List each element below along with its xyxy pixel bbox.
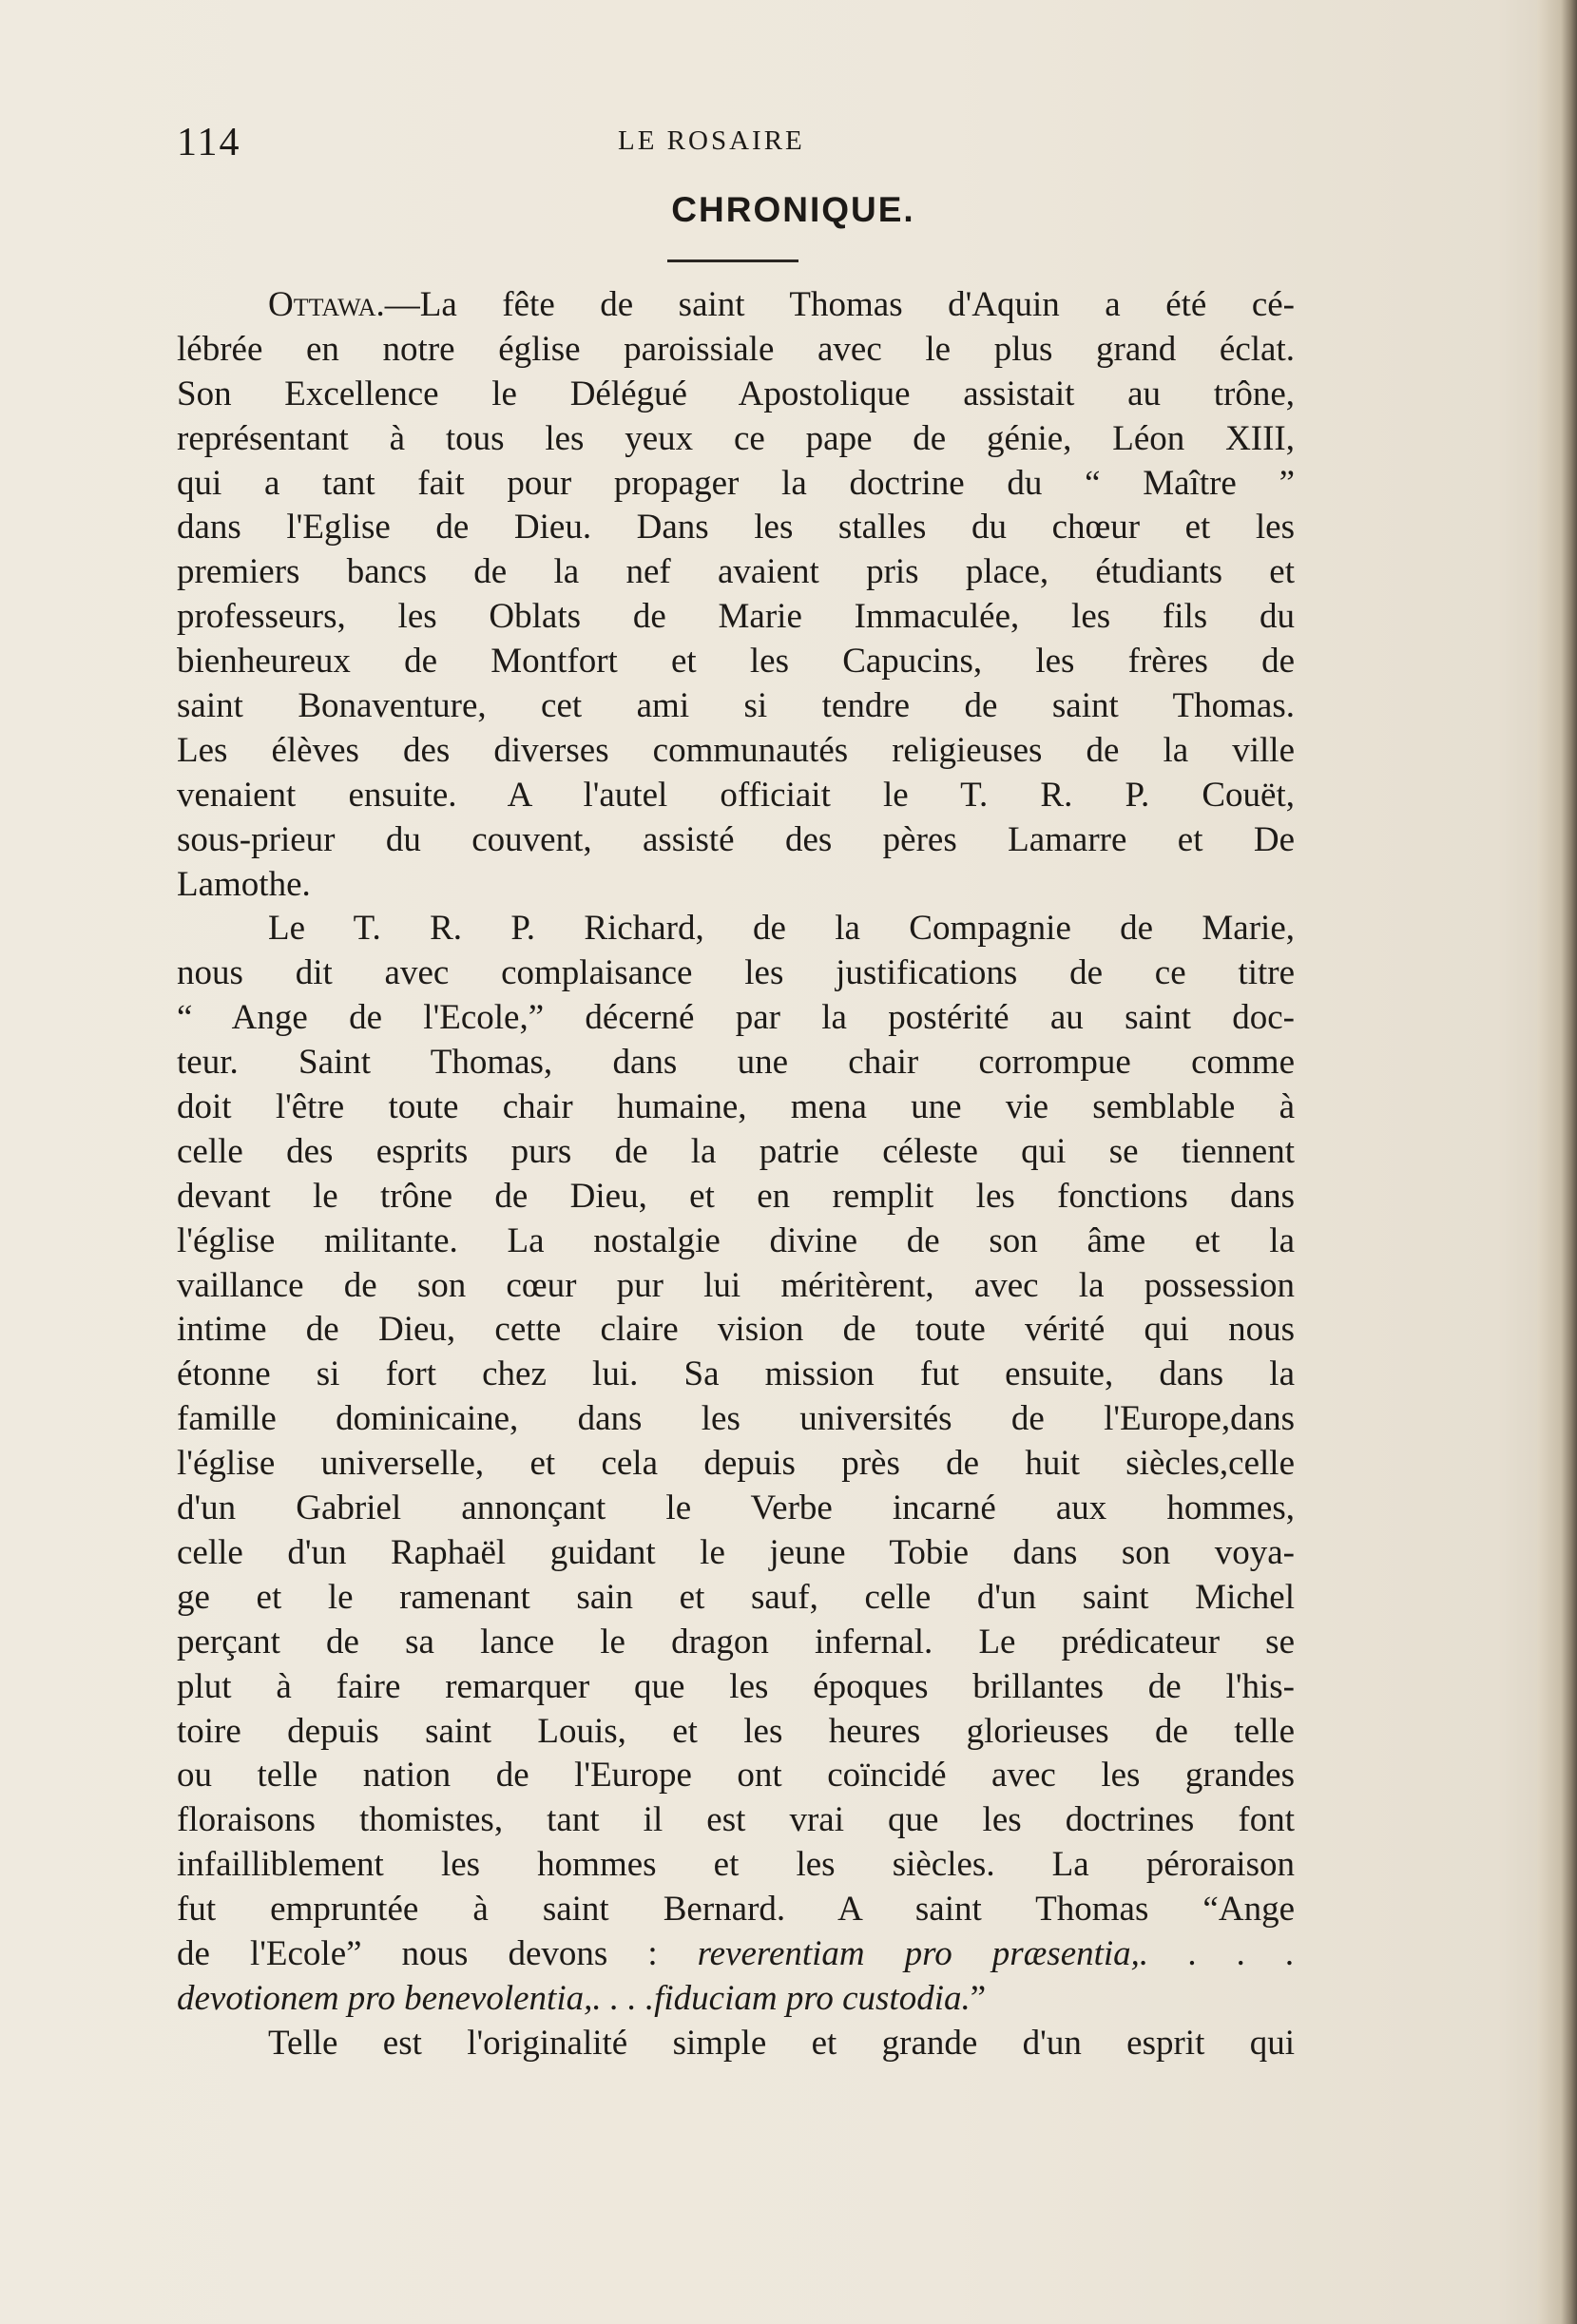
text-line: Les élèves des diverses communautés religieuses de la ville bbox=[177, 730, 1295, 770]
text-line: nous dit avec complaisance les justifications de ce titre bbox=[177, 953, 1295, 993]
text-line: professeurs, les Oblats de Marie Immaculée, les fils du bbox=[177, 597, 1295, 637]
text-line: Son Excellence le Délégué Apostolique assistait au trône, bbox=[177, 374, 1295, 413]
text-line: Ottawa.—La fête de saint Thomas d'Aquin a été cé- bbox=[268, 285, 1295, 324]
latin-quote: devotionem pro benevolentia,. . . .fiduciam pro custodia. bbox=[177, 1978, 971, 2018]
text-line: venaient ensuite. A l'autel officiait le T. R. P. Couët, bbox=[177, 775, 1295, 815]
text-line: l'église universelle, et cela depuis près de huit siècles,celle bbox=[177, 1444, 1295, 1484]
text-line: bienheureux de Montfort et les Capucins, les frères de bbox=[177, 642, 1295, 682]
text-line: celle d'un Raphaël guidant le jeune Tobie dans son voya- bbox=[177, 1532, 1295, 1572]
text-line: toire depuis saint Louis, et les heures glorieuses de telle bbox=[177, 1711, 1295, 1751]
text-line: floraisons thomistes, tant il est vrai que les doctrines font bbox=[177, 1800, 1295, 1840]
text-line: celle des esprits purs de la patrie céleste qui se tiennent bbox=[177, 1131, 1295, 1171]
text-line: vaillance de son cœur pur lui méritèrent, avec la possession bbox=[177, 1265, 1295, 1305]
text-line: intime de Dieu, cette claire vision de toute vérité qui nous bbox=[177, 1310, 1295, 1350]
text-line: qui a tant fait pour propager la doctrine du “ Maître ” bbox=[177, 463, 1295, 503]
running-title: LE ROSAIRE bbox=[618, 125, 805, 156]
article-body bbox=[177, 283, 1295, 2066]
text-line: premiers bancs de la nef avaient pris place, étudiants et bbox=[177, 552, 1295, 592]
text-line: Le T. R. P. Richard, de la Compagnie de Marie, bbox=[268, 909, 1295, 949]
page-number: 114 bbox=[177, 121, 241, 164]
text-line: perçant de sa lance le dragon infernal. Le prédicateur se bbox=[177, 1622, 1295, 1661]
text-line: sous-prieur du couvent, assisté des pères Lamarre et De bbox=[177, 819, 1295, 859]
text-line: devotionem pro benevolentia,. . . .fiduciam pro custodia.” bbox=[177, 1978, 987, 2018]
text-line: plut à faire remarquer que les époques brillantes de l'his- bbox=[177, 1666, 1295, 1706]
text-line: ge et le ramenant sain et sauf, celle d'un saint Michel bbox=[177, 1577, 1295, 1617]
text-line: de l'Ecole” nous devons : reverentiam pro præsentia,. . . . bbox=[177, 1933, 1295, 1973]
text-line: “ Ange de l'Ecole,” décerné par la postérité au saint doc- bbox=[177, 998, 1295, 1038]
text-line: l'église militante. La nostalgie divine de son âme et la bbox=[177, 1220, 1295, 1260]
text-line: Telle est l'originalité simple et grande d'un esprit qui bbox=[268, 2023, 1295, 2063]
text-line: ou telle nation de l'Europe ont coïncidé avec les grandes bbox=[177, 1756, 1295, 1796]
text-line: dans l'Eglise de Dieu. Dans les stalles du chœur et les bbox=[177, 508, 1295, 547]
text-line: représentant à tous les yeux ce pape de génie, Léon XIII, bbox=[177, 418, 1295, 458]
text-line: infailliblement les hommes et les siècles. La péroraison bbox=[177, 1845, 1295, 1885]
latin-quote: reverentiam pro præsentia,. . . . bbox=[697, 1933, 1295, 1973]
text-line: Lamothe. bbox=[177, 864, 311, 904]
text-line: teur. Saint Thomas, dans une chair corrompue comme bbox=[177, 1043, 1295, 1083]
text-line: fut empruntée à saint Bernard. A saint Thomas “Ange bbox=[177, 1890, 1295, 1930]
title-rule bbox=[667, 259, 798, 262]
text-line: famille dominicaine, dans les universités de l'Europe,dans bbox=[177, 1399, 1295, 1439]
text-line: d'un Gabriel annonçant le Verbe incarné aux hommes, bbox=[177, 1489, 1295, 1528]
text-line: devant le trône de Dieu, et en remplit les fonctions dans bbox=[177, 1176, 1295, 1216]
place-name: Ottawa. bbox=[268, 285, 385, 324]
section-title: CHRONIQUE. bbox=[671, 190, 915, 229]
text-line: étonne si fort chez lui. Sa mission fut ensuite, dans la bbox=[177, 1354, 1295, 1394]
page-binding-edge bbox=[1537, 0, 1577, 2324]
text-line: doit l'être toute chair humaine, mena une vie semblable à bbox=[177, 1087, 1295, 1127]
text-line: saint Bonaventure, cet ami si tendre de saint Thomas. bbox=[177, 686, 1295, 726]
text-line: lébrée en notre église paroissiale avec le plus grand éclat. bbox=[177, 329, 1295, 369]
